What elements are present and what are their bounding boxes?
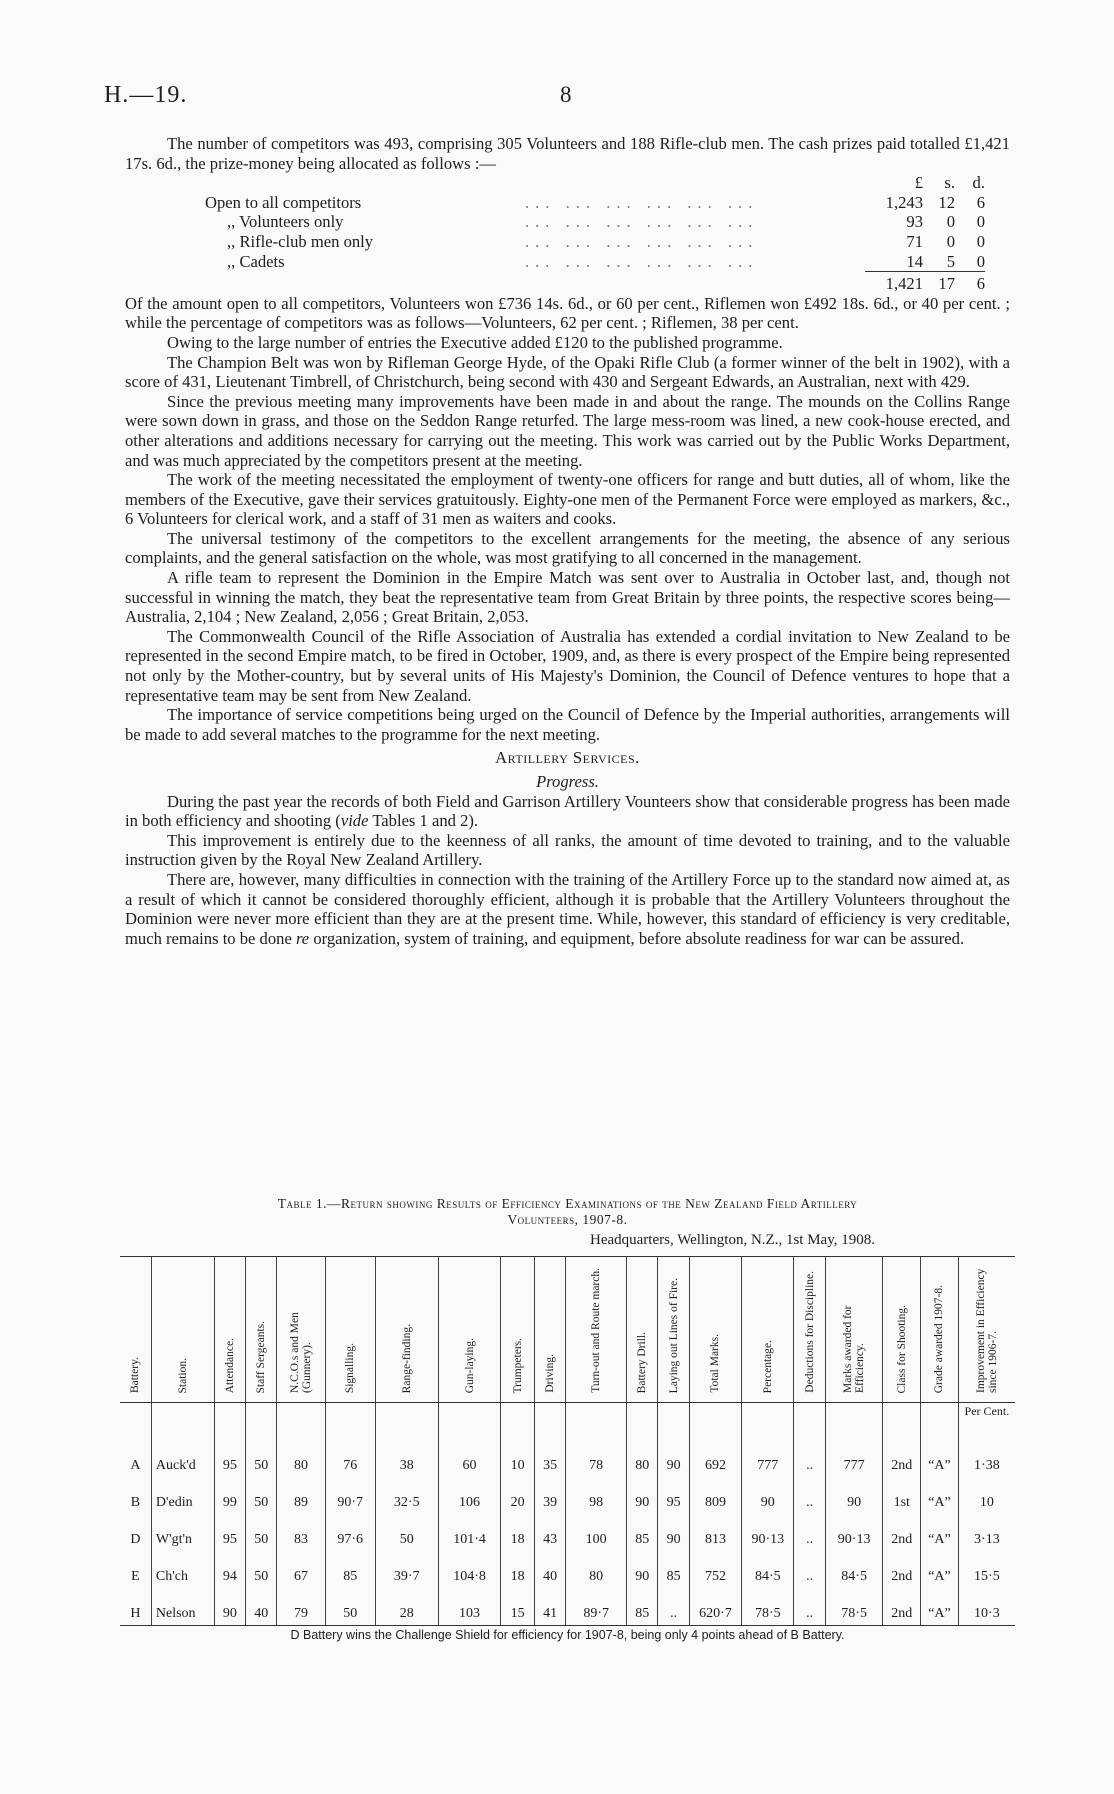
column-header: Deductions for Discipline. xyxy=(794,1257,825,1403)
document-reference: H.—19. xyxy=(104,82,188,108)
prize-pence: 0 xyxy=(976,251,985,271)
table-cell: 90 xyxy=(214,1588,245,1626)
table-cell: 39·7 xyxy=(375,1551,438,1588)
table-cell: 50 xyxy=(246,1440,277,1477)
table-cell: 90 xyxy=(658,1514,689,1551)
dot-leader: ... ... ... ... ... ... xyxy=(525,192,759,212)
battery-cell: H xyxy=(120,1588,151,1626)
table-cell: 85 xyxy=(627,1514,658,1551)
table-cell: 90·13 xyxy=(825,1514,883,1551)
table-cell: 103 xyxy=(438,1588,501,1626)
table-cell: 85 xyxy=(325,1551,375,1588)
prize-shillings: 0 xyxy=(946,231,955,251)
table-row xyxy=(120,1514,1015,1551)
table-cell: “A” xyxy=(921,1440,959,1477)
table-cell: .. xyxy=(794,1477,825,1514)
column-header: Marks awarded for Efficiency. xyxy=(825,1257,883,1403)
column-header: Attendance. xyxy=(214,1257,245,1403)
table-cell: 90·7 xyxy=(325,1477,375,1514)
paragraph-range-improvements: Since the previous meeting many improvements have been made in and about the range. The mounds on the Collins Range were sown down in grass, and those on the Seddon Range returfed. The large mess-room was lined, a new cook-house erected, and other alterations and additions necessary for carrying out the meeting. This work was carried out by the Public Works Department, and was much appreciated by the competitors present at the meeting. xyxy=(125,391,1010,470)
column-header: Trumpeters. xyxy=(501,1257,534,1403)
column-header: Improvement in Efficiency since 1906-7. xyxy=(958,1257,1015,1403)
table-cell: 90 xyxy=(742,1477,794,1514)
prize-pounds: 1,243 xyxy=(885,192,923,212)
paragraph-champion-belt: The Champion Belt was won by Rifleman George Hyde, of the Opaki Rifle Club (a former winner of the belt in 1902), with a score of 431, Lieutenant Timbrell, of Christchurch, being second with 430 and Sergeant Edwards, an Australian, next with 429. xyxy=(125,352,1010,392)
prize-description: Cadets xyxy=(239,251,285,271)
table-header-row xyxy=(120,1257,1015,1403)
prize-pence: 6 xyxy=(976,192,985,212)
table-cell: 50 xyxy=(246,1477,277,1514)
table-cell: 15·5 xyxy=(958,1551,1015,1588)
column-header: Class for Shooting. xyxy=(883,1257,921,1403)
table-cell: 40 xyxy=(534,1551,565,1588)
column-header: Battery. xyxy=(120,1257,151,1403)
results-table-wrapper xyxy=(120,1256,1015,1626)
table-cell: 101·4 xyxy=(438,1514,501,1551)
table-cell: 98 xyxy=(566,1477,627,1514)
table-cell: 2nd xyxy=(883,1514,921,1551)
table-title xyxy=(120,1196,1015,1228)
prize-row xyxy=(205,252,985,272)
battery-cell: E xyxy=(131,1569,140,1584)
prize-shillings: 0 xyxy=(946,212,955,232)
table-title-line: Volunteers, 1907-8. xyxy=(507,1212,628,1227)
table-row xyxy=(120,1477,1015,1514)
table-cell: “A” xyxy=(921,1551,959,1588)
paragraph-prize-split: Of the amount open to all competitors, Volunteers won £736 14s. 6d., or 60 per cent., Riflemen won £492 18s. 6d., or 40 per cent. ; while the percentage of competitors was as follows—Volunteers, 62 per cent. ; Riflemen, 38 per cent. xyxy=(125,293,1010,333)
column-header: Driving. xyxy=(534,1257,565,1403)
column-header: N.C.O.s and Men (Gunnery). xyxy=(277,1257,325,1403)
table-cell: 85 xyxy=(627,1588,658,1626)
column-header: Range-finding. xyxy=(375,1257,438,1403)
table-cell: 40 xyxy=(246,1588,277,1626)
progress-paragraph: During the past year the records of both Field and Garrison Artillery Vounteers show that considerable progress has been made in both efficiency and shooting (vide Tables 1 and 2). xyxy=(125,791,1010,831)
dot-leader: ... ... ... ... ... ... xyxy=(525,251,759,271)
body-text xyxy=(125,134,1010,948)
prize-row xyxy=(205,232,985,252)
table-footnote: D Battery wins the Challenge Shield for efficiency for 1907-8, being only 4 points ahead of B Battery. xyxy=(290,1628,845,1642)
table-cell: 50 xyxy=(246,1514,277,1551)
table-cell: 76 xyxy=(325,1440,375,1477)
paragraph-service-competitions: The importance of service competitions being urged on the Council of Defence by the Imperial authorities, arrangements will be made to add several matches to the programme for the next meeting. xyxy=(125,705,1010,744)
table-cell: 50 xyxy=(325,1588,375,1626)
prize-pence: 0 xyxy=(976,212,985,232)
dot-leader: ... ... ... ... ... ... xyxy=(525,212,759,232)
table-cell: “A” xyxy=(921,1588,959,1626)
column-header: Gun-laying. xyxy=(438,1257,501,1403)
column-header: Battery Drill. xyxy=(627,1257,658,1403)
table-cell: 28 xyxy=(375,1588,438,1626)
prize-row xyxy=(205,212,985,232)
table-cell: 692 xyxy=(689,1440,741,1477)
paragraph-officers: The work of the meeting necessitated the employment of twenty-one officers for range and butt duties, all of whom, like the members of the Executive, gave their services gratuitously. Eighty-one men of the Permanent Force were employed as markers, &c., 6 Volunteers for clerical work, and a staff of 31 men as waiters and cooks. xyxy=(125,470,1010,529)
table-cell: 83 xyxy=(277,1514,325,1551)
prize-shillings: 12 xyxy=(938,192,955,212)
prize-label: ,, xyxy=(227,231,236,251)
prize-label: ,, xyxy=(227,251,236,271)
table-cell: 90 xyxy=(825,1477,883,1514)
paragraph-testimony: The universal testimony of the competitors to the excellent arrangements for the meeting, the absence of any serious complaints, and the general satisfaction on the whole, was most gratifying to all concerned in the management. xyxy=(125,528,1010,568)
prize-shillings: 5 xyxy=(946,251,955,271)
table-cell: 50 xyxy=(375,1514,438,1551)
column-header: Turn-out and Route march. xyxy=(566,1257,627,1403)
paragraph-executive-added: Owing to the large number of entries the Executive added £120 to the published programme. xyxy=(167,332,783,352)
station-cell: Nelson xyxy=(151,1588,214,1626)
table-cell: 43 xyxy=(534,1514,565,1551)
section-heading: Artillery Services. xyxy=(495,748,640,768)
table-cell: 39 xyxy=(534,1477,565,1514)
currency-header-row xyxy=(205,173,985,193)
paragraph-commonwealth-council: The Commonwealth Council of the Rifle Association of Australia has extended a cordial invitation to New Zealand to be represented in the second Empire match, to be fired in October, 1909, and, as there is every prospect of the Empire being represented not only by the Mother-country, but by several units of His Majesty's Dominion, the Council of Defence ventures to hope that a representative team may be sent from New Zealand. xyxy=(125,626,1010,705)
table-cell: 89·7 xyxy=(566,1588,627,1626)
unit-row xyxy=(120,1403,1015,1441)
battery-cell: D xyxy=(130,1532,141,1547)
table-cell: 809 xyxy=(689,1477,741,1514)
table-cell: 2nd xyxy=(883,1551,921,1588)
prize-description: Volunteers only xyxy=(239,212,344,232)
table-cell: 20 xyxy=(501,1477,534,1514)
table-cell: 90 xyxy=(658,1440,689,1477)
progress-paragraph: There are, however, many difficulties in connection with the training of the Artillery Force up to the standard now aimed at, as a result of which it cannot be considered thoroughly efficient, although it is probable that the Artillery Volunteers throughout the Dominion were never more efficient than they are at the present time. While, however, this standard of efficiency is very creditable, much remains to be done re organization, system of training, and equipment, before absolute readiness for war can be assured. xyxy=(125,869,1010,948)
table-cell: 777 xyxy=(742,1440,794,1477)
station-cell: Auck'd xyxy=(151,1440,214,1477)
table-cell: 620·7 xyxy=(689,1588,741,1626)
table-cell: 10 xyxy=(501,1440,534,1477)
table-cell: “A” xyxy=(921,1477,959,1514)
table-cell: 106 xyxy=(438,1477,501,1514)
prize-total-row xyxy=(205,272,985,294)
table-cell: 32·5 xyxy=(375,1477,438,1514)
total-pence: 6 xyxy=(955,272,985,294)
column-header: Staff Sergeants. xyxy=(246,1257,277,1403)
table-cell: 18 xyxy=(501,1514,534,1551)
table-cell: 813 xyxy=(689,1514,741,1551)
column-header: Signalling. xyxy=(325,1257,375,1403)
table-cell: 78·5 xyxy=(825,1588,883,1626)
progress-paragraph: This improvement is entirely due to the keenness of all ranks, the amount of time devoted to training, and to the valuable instruction given by the Royal New Zealand Artillery. xyxy=(125,830,1010,870)
column-header: Station. xyxy=(151,1257,214,1403)
table-cell: 1st xyxy=(883,1477,921,1514)
table-cell: 84·5 xyxy=(825,1551,883,1588)
table-cell: 2nd xyxy=(883,1588,921,1626)
table-cell: 79 xyxy=(277,1588,325,1626)
table-row xyxy=(120,1551,1015,1588)
prize-description: to all competitors xyxy=(245,192,362,212)
prize-label: Open xyxy=(205,192,241,212)
table-cell: 99 xyxy=(214,1477,245,1514)
prize-pence: 0 xyxy=(976,231,985,251)
table-row xyxy=(120,1588,1015,1626)
table-cell: 38 xyxy=(375,1440,438,1477)
table-cell: 104·8 xyxy=(438,1551,501,1588)
intro-paragraph: The number of competitors was 493, comprising 305 Volunteers and 188 Rifle-club men. The cash prizes paid totalled £1,421 17s. 6d., the prize-money being allocated as follows :— xyxy=(125,134,1010,173)
table-cell: 95 xyxy=(658,1477,689,1514)
shillings-head: s. xyxy=(944,173,955,193)
table-cell: 85 xyxy=(658,1551,689,1588)
prize-row xyxy=(205,193,985,213)
prize-description: Rifle-club men only xyxy=(239,231,374,251)
table-cell: 90 xyxy=(627,1477,658,1514)
table-cell: 10·3 xyxy=(958,1588,1015,1626)
table-cell: “A” xyxy=(921,1514,959,1551)
station-cell: D'edin xyxy=(151,1477,214,1514)
prize-label: ,, xyxy=(227,212,236,232)
table-cell: 2nd xyxy=(883,1440,921,1477)
prize-pounds: 71 xyxy=(906,231,923,251)
page-number: 8 xyxy=(560,82,572,107)
section-subheading: Progress. xyxy=(536,772,599,791)
table-cell: 97·6 xyxy=(325,1514,375,1551)
total-shillings: 17 xyxy=(923,272,955,294)
table-row xyxy=(120,1440,1015,1477)
prize-pounds: 93 xyxy=(906,212,923,232)
station-cell: W'gt'n xyxy=(151,1514,214,1551)
table-cell: 50 xyxy=(246,1551,277,1588)
table-cell: 15 xyxy=(501,1588,534,1626)
total-pounds: 1,421 xyxy=(865,272,923,294)
unit-note: Per Cent. xyxy=(958,1403,1015,1441)
table-cell: 60 xyxy=(438,1440,501,1477)
table-cell: 95 xyxy=(214,1514,245,1551)
table-cell: 100 xyxy=(566,1514,627,1551)
prize-allocation-table xyxy=(205,173,985,294)
results-table xyxy=(120,1256,1015,1626)
column-header: Total Marks. xyxy=(689,1257,741,1403)
station-cell: Ch'ch xyxy=(151,1551,214,1588)
table-cell: 752 xyxy=(689,1551,741,1588)
table-cell: 80 xyxy=(277,1440,325,1477)
column-header: Laying out Lines of Fire. xyxy=(658,1257,689,1403)
table-cell: 95 xyxy=(214,1440,245,1477)
table-cell: .. xyxy=(794,1551,825,1588)
table-cell: 78·5 xyxy=(742,1588,794,1626)
table-cell: 1·38 xyxy=(958,1440,1015,1477)
results-table-body xyxy=(120,1403,1015,1626)
pounds-head: £ xyxy=(914,173,923,193)
column-header: Percentage. xyxy=(742,1257,794,1403)
battery-cell: A xyxy=(130,1458,141,1473)
table-cell: 80 xyxy=(566,1551,627,1588)
table-cell: 67 xyxy=(277,1551,325,1588)
table-cell: .. xyxy=(794,1588,825,1626)
table-cell: 90 xyxy=(627,1551,658,1588)
table-cell: 35 xyxy=(534,1440,565,1477)
table-cell: .. xyxy=(794,1440,825,1477)
table-title-line: Table 1.—Return showing Results of Efficiency Examinations of the New Zealand Field Artillery xyxy=(277,1196,858,1211)
table-cell: 777 xyxy=(825,1440,883,1477)
table-cell: .. xyxy=(794,1514,825,1551)
table-cell: 84·5 xyxy=(742,1551,794,1588)
table-cell: 10 xyxy=(958,1477,1015,1514)
column-header: Grade awarded 1907-8. xyxy=(921,1257,959,1403)
dot-leader: ... ... ... ... ... ... xyxy=(525,231,759,251)
table-cell: 80 xyxy=(627,1440,658,1477)
table-cell: 41 xyxy=(534,1588,565,1626)
table-cell: 94 xyxy=(214,1551,245,1588)
table-cell: .. xyxy=(658,1588,689,1626)
table-cell: 89 xyxy=(277,1477,325,1514)
table-cell: 18 xyxy=(501,1551,534,1588)
battery-cell: B xyxy=(130,1495,141,1510)
table-cell: 3·13 xyxy=(958,1514,1015,1551)
paragraph-empire-match: A rifle team to represent the Dominion in the Empire Match was sent over to Australia in October last, and, though not successful in winning the match, they beat the representative team from Great Britain by three points, the respective scores being—Australia, 2,104 ; New Zealand, 2,056 ; Great Britain, 2,053. xyxy=(125,568,1010,627)
pence-head: d. xyxy=(972,173,985,193)
prize-pounds: 14 xyxy=(906,251,923,271)
table-headquarters-line: Headquarters, Wellington, N.Z., 1st May, 1908. xyxy=(590,1232,875,1248)
table-cell: 90·13 xyxy=(742,1514,794,1551)
table-cell: 78 xyxy=(566,1440,627,1477)
